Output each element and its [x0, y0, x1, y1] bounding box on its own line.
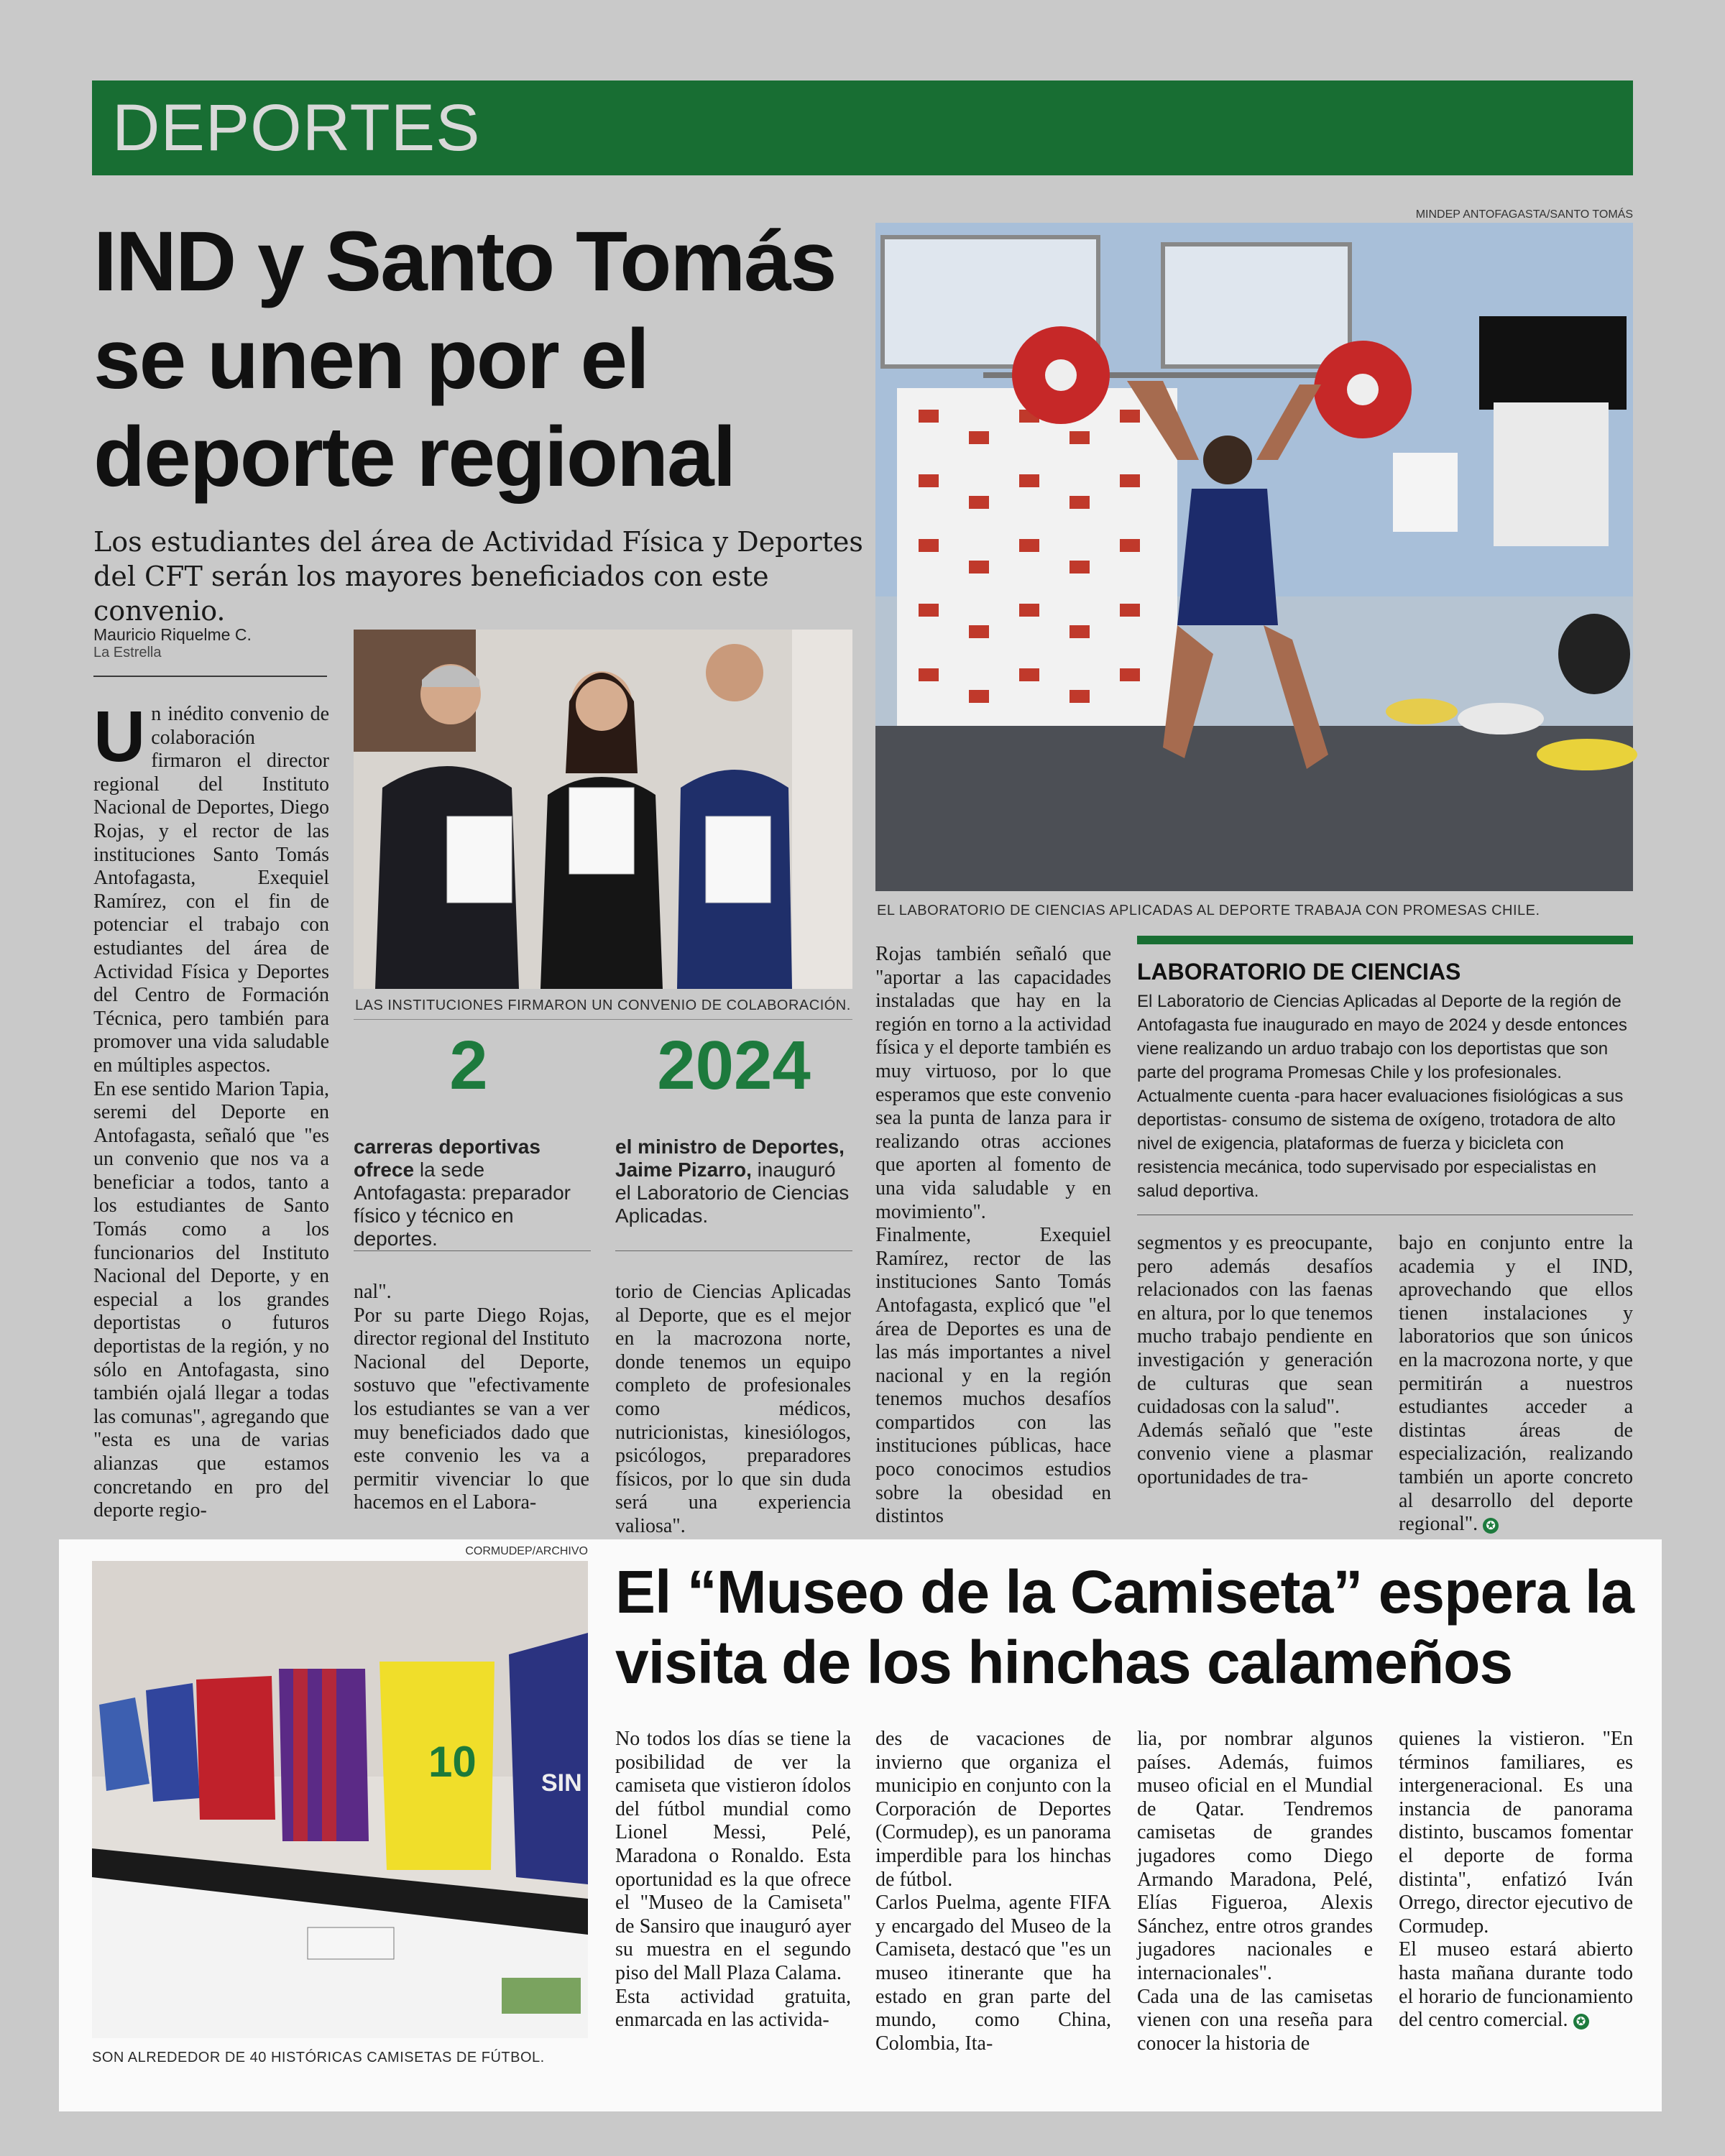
shirt-number: 10 — [428, 1738, 477, 1786]
photo-sign-caption: LAS INSTITUCIONES FIRMARON UN CONVENIO DE COLABORACIÓN. — [355, 998, 851, 1013]
article2-photo-caption: SON ALREDEDOR DE 40 HISTÓRICAS CAMISETAS DE FÚTBOL. — [92, 2050, 545, 2065]
fact1-bold: carreras deportivas ofrece — [354, 1135, 540, 1181]
shirt-sponsor: SIN — [541, 1769, 582, 1797]
article1-lead-text: n inédito convenio de colaboración firmaron el director regional del Instituto Nacional de Deportes, Diego Rojas, y el rector de las instituciones Santo Tomás Antofagasta, Exequiel Ramírez, con el fin de potenciar el trabajo con estudiantes del área de Actividad Física y Deportes del Centro de Formación Técnica, pero también para promover una vida saludable en múltiples aspectos. — [93, 703, 329, 1077]
article1-deck: Los estudiantes del área de Actividad Física y Deportes del CFT serán los mayores beneficiados con este convenio. — [93, 526, 863, 627]
article1-column-3: torio de Ciencias Aplicadas al Deporte, que es el mejor en la macrozona norte, donde tenemos un equipo completo de profesionales como médicos, nutricionistas, kinesiólogos, psicólogos, preparadores físicos, por lo que sin duda será una experiencia valiosa". — [615, 1281, 851, 1537]
jersey-illustration — [92, 1561, 588, 2038]
article2-column-1: No todos los días se tiene la posibilidad de ver la camiseta que vistieron ídolos del fútbol mundial como Lionel Messi, Pelé, Maradona o Ronaldo. Esta oportunidad es la que ofrece el "Museo de la Camiseta" de Sansiro que inauguró ayer su muestra en el segundo piso del Mall Plaza Calama. Esta actividad gratuita, enmarcada en las activida- — [615, 1728, 851, 2032]
weightlifting-illustration — [875, 223, 1633, 891]
article2-col4-text: quienes la vistieron. "En términos familiares, es intergeneracional. Es una instancia de panorama distinto, buscamos fomentar el deporte de forma distinta", enfatizó Iván Orrego, director ejecutivo de Cormudep. El museo estará abierto hasta mañana durante todo el horario de funcionamiento del centro comercial. — [1399, 1728, 1633, 2032]
article1-column-1 — [93, 696, 329, 1522]
fact2-rest: inauguró el Laboratorio de Ciencias Aplicadas. — [615, 1158, 850, 1227]
lab-box — [1137, 959, 1633, 1203]
article1-col6-text: bajo en conjunto entre la academia y el IND, aprovechando que ellos tienen instalaciones y laboratorios que son únicos en la macrozona norte, y que permitirán a nuestros estudiantes acceder a distintas áreas de especialización, realizando también un aporte concreto al desarrollo del deporte regional". — [1399, 1232, 1633, 1536]
fact1-rule — [354, 1250, 591, 1251]
article2-photo-credit: CORMUDEP/ARCHIVO — [465, 1545, 588, 1557]
lab-box-title: LABORATORIO DE CIENCIAS — [1137, 959, 1461, 985]
article2-column-4 — [1399, 1728, 1633, 2070]
article2-headline: El “Museo de la Camiseta” espera la visita de los hinchas calameños — [615, 1558, 1634, 1696]
lab-box-bar — [1137, 936, 1633, 944]
outlet-name: La Estrella — [93, 645, 162, 660]
article1-column-4: Rojas también señaló que "aportar a las capacidades instaladas que hay en la región en torno a la actividad física y el deporte también es muy virtuoso, por lo que esperamos que este convenio sea la punta de lanza para ir realizando otras acciones que aporten al fomento de una vida saludable y en movimiento". Finalmente, Exequiel Ramírez, rector de las instituciones Santo Tomás Antofagasta, explicó que "el área de Deportes es una de las más importantes a nivel nacional y en la región tenemos muchos desafíos compartidos con las instituciones públicas, hace poco conocimos estudios sobre la obesidad en distintos — [875, 943, 1111, 1528]
fact2-text — [615, 1135, 857, 1227]
article2-column-2: des de vacaciones de invierno que organiza el municipio en conjunto con la Corporación de Deportes (Cormudep), es un panorama imperdible para los hinchas de fútbol. Carlos Puelma, agente FIFA y encargado del Museo de la Camiseta, destacó que "es un museo itinerante que ha estado en gran parte del mundo, como China, Colombia, Ita- — [875, 1728, 1111, 2055]
photo-main-caption: EL LABORATORIO DE CIENCIAS APLICADAS AL DEPORTE TRABAJA CON PROMESAS CHILE. — [877, 903, 1540, 918]
author-name: Mauricio Riquelme C. — [93, 625, 252, 644]
sign-caption-rule — [354, 1019, 852, 1020]
section-title: DEPORTES — [112, 91, 481, 165]
photo-main-credit: MINDEP ANTOFAGASTA/SANTO TOMÁS — [1415, 208, 1633, 221]
fact1-text — [354, 1135, 595, 1250]
article1-column-2: nal". Por su parte Diego Rojas, director regional del Instituto Nacional del Deporte, sostuvo que "efectivamente los estudiantes se van a ver muy beneficiados dado que este convenio les va a permitir vivenciar lo que hacemos en el Labora- — [354, 1281, 589, 1514]
byline-rule — [93, 676, 327, 677]
article1-col1-rest: En ese sentido Marion Tapia, seremi del Deporte en Antofagasta, señaló que "es un convenio que nos va a beneficiar a todos, tanto a los estudiantes de Santo Tomás como a los funcionarios del Instituto Nacional del Deporte, y en especial a los grandes deportistas o futuros deportistas de la región, y no sólo en Antofagasta, sino también ojalá llegar a todas las comunas", agregando que "esta es una de varias alianzas que estamos concretando en pro del deporte regio- — [93, 1077, 329, 1522]
article2-column-3: lia, por nombrar algunos países. Además, fuimos museo oficial en el Mundial de Qatar. Tendremos camisetas de grandes jugadores como Diego Armando Maradona, Pelé, Elías Figueroa, Alexis Sánchez, entre otros grandes jugadores nacionales e internacionales". Cada una de las camisetas vienen con una reseña para conocer la historia de — [1137, 1728, 1373, 2055]
weightlifting-photo — [875, 223, 1633, 891]
section-banner — [92, 80, 1633, 175]
fact1-number: 2 — [449, 1027, 488, 1104]
article1-column-5: segmentos y es preocupante, pero además desafíos relacionados con las faenas en altura, por lo que tenemos mucho trabajo pendiente en investigación y generación de culturas que sean cuidadosas con la salud". Además señaló que "este convenio viene a plasmar oportunidades de tra- — [1137, 1232, 1373, 1488]
drop-cap: U — [93, 696, 146, 777]
end-mark-icon: ✪ — [1483, 1518, 1499, 1534]
lab-box-body: El Laboratorio de Ciencias Aplicadas al Deporte de la región de Antofagasta fue inaugurado en mayo de 2024 y desde entonces viene realizando un arduo trabajo con los deportistas que son parte del programa Promesas Chile y los profesionales. Actualmente cuenta -para hacer evaluaciones fisiológicas a sus deportistas- consumo de sistema de oxígeno, trotadora de alto nivel de exigencia, plataformas de fuerza y bicicleta con resistencia mecánica, todo supervisado por especialistas en salud deportiva. — [1137, 992, 1627, 1201]
byline — [93, 625, 331, 661]
article1-headline: IND y Santo Tomás se unen por el deporte regional — [93, 214, 836, 505]
fact2-rule — [615, 1250, 852, 1251]
article1-column-6 — [1399, 1232, 1633, 1536]
fact1-rest: la sede Antofagasta: preparador físico y técnico en deportes. — [354, 1158, 571, 1250]
jersey-photo — [92, 1561, 588, 2038]
fact2-bold: el ministro de Deportes, Jaime Pizarro, — [615, 1135, 845, 1181]
fact2-number: 2024 — [657, 1027, 811, 1104]
signing-illustration — [354, 630, 852, 989]
signing-photo — [354, 630, 852, 989]
end-mark-icon: ✪ — [1573, 2014, 1589, 2030]
